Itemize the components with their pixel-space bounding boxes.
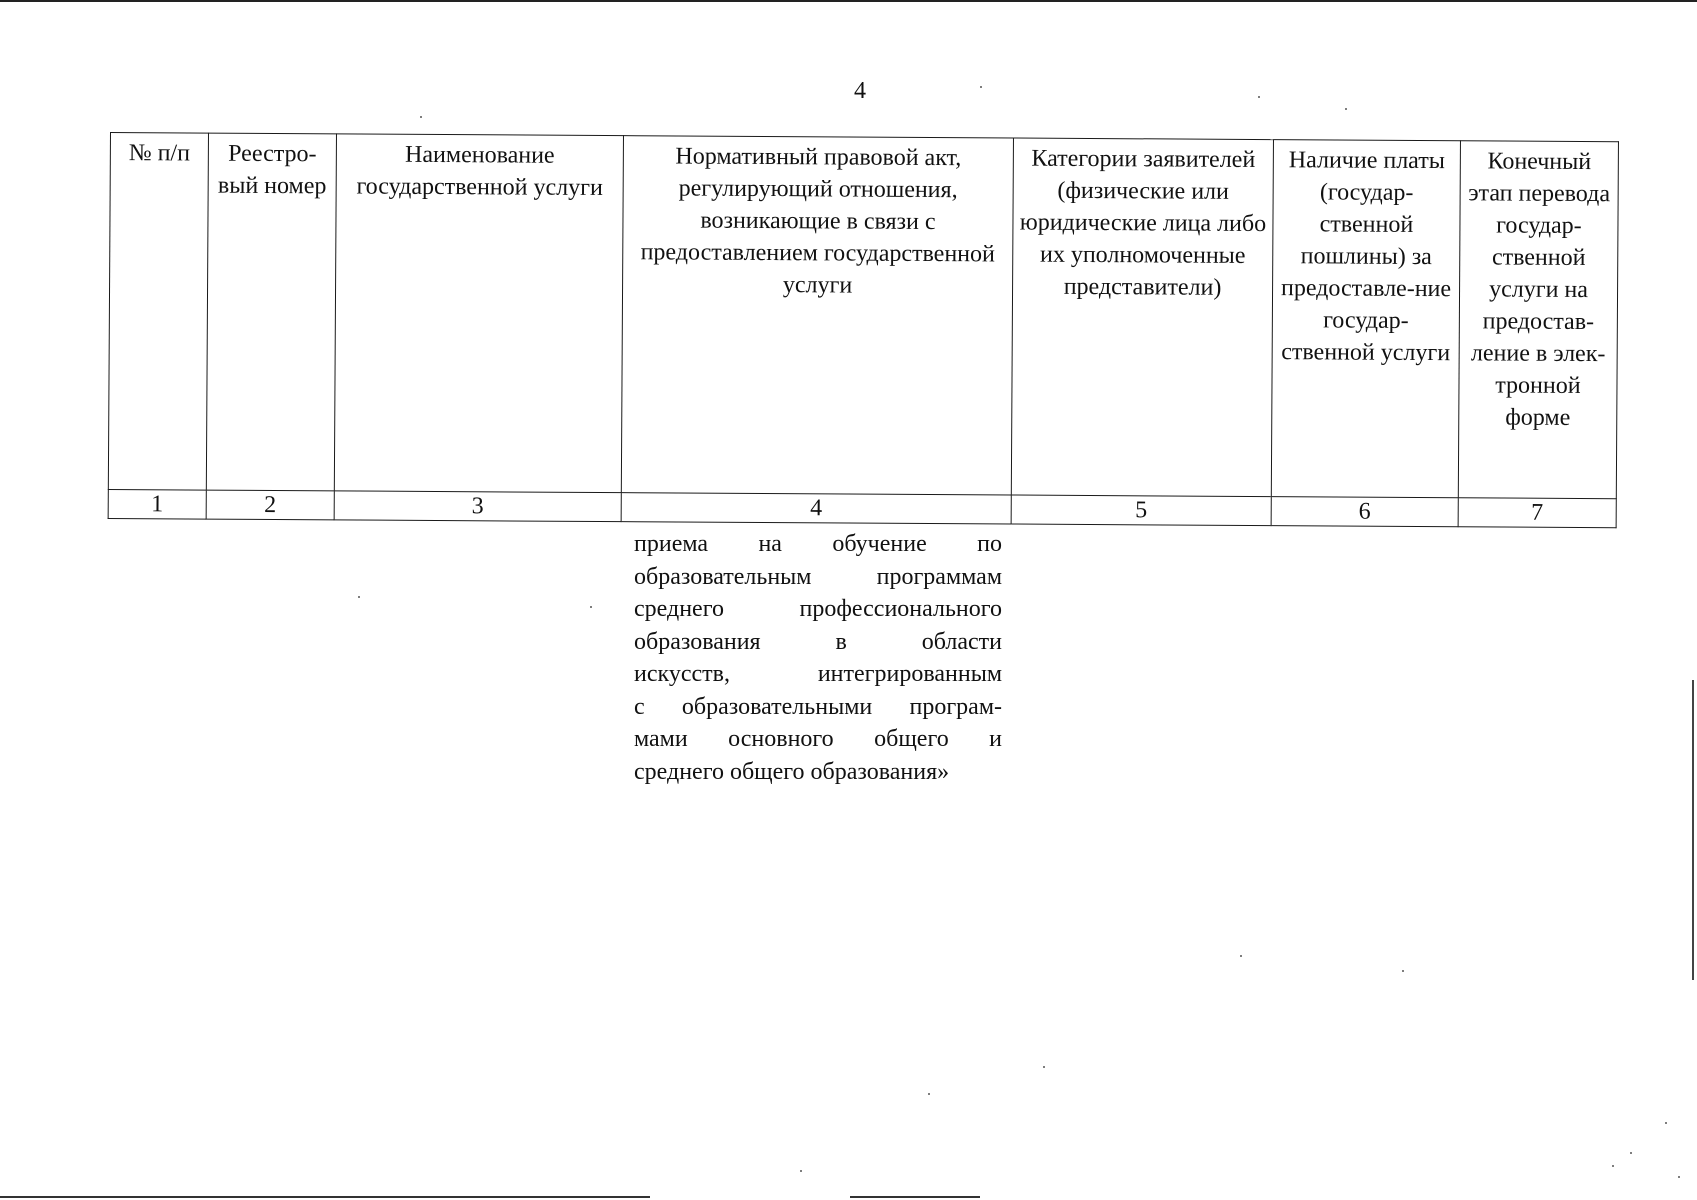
scan-speck — [1345, 108, 1347, 110]
scan-speck — [1240, 955, 1242, 957]
scan-speck — [1665, 1122, 1667, 1124]
scan-speck — [1678, 1176, 1680, 1178]
scan-speck — [1043, 1066, 1045, 1068]
text-line: мами основного общего и — [634, 726, 1002, 752]
scan-speck — [1630, 1152, 1632, 1154]
bottom-rule-left — [0, 1196, 650, 1198]
column-number: 4 — [621, 493, 1011, 524]
header-registry-number: Реестро-вый номер — [206, 133, 336, 491]
text-line: с образовательными програм- — [634, 693, 1002, 720]
column-number: 2 — [206, 490, 334, 520]
scan-speck — [1258, 96, 1260, 98]
bottom-rule-right — [850, 1196, 980, 1198]
header-service-name: Наименование государственной услуги — [334, 134, 623, 493]
scan-speck — [980, 86, 982, 88]
header-fee: Наличие платы (государ-ственной пошлины) за предоставле-ние государ-ственной услуги — [1271, 140, 1460, 498]
scan-edge-line — [1692, 680, 1694, 980]
text-line: искусств, интегрированным — [634, 661, 1002, 687]
text-line: среднего общего образования» — [634, 758, 950, 785]
scan-speck — [1612, 1165, 1614, 1167]
services-table — [108, 132, 1619, 528]
scan-speck — [800, 1170, 802, 1172]
top-border-line — [0, 0, 1697, 2]
column-number: 3 — [334, 491, 621, 522]
scan-speck — [928, 1093, 930, 1095]
header-number: № п/п — [108, 133, 208, 491]
column-number: 1 — [108, 489, 206, 519]
scan-speck — [1402, 970, 1404, 972]
column-number: 6 — [1271, 497, 1458, 527]
header-legal-act: Нормативный правовой акт, регулирующий отношения, возникающие в связи с предоставлением государственной услуги — [621, 136, 1013, 495]
text-line: приема на обучение по — [634, 531, 1002, 557]
page-number: 4 — [854, 78, 866, 104]
text-line: среднего профессионального — [634, 596, 1002, 622]
header-final-stage: Конечный этап перевода государ-ственной услуги на предостав-ление в элек-тронной форме — [1458, 141, 1618, 499]
header-applicant-categories: Категории заявителей (физические или юридические лица либо их уполномоченные представители) — [1011, 138, 1273, 497]
text-line: образования в области — [634, 628, 1002, 655]
scan-speck — [590, 606, 592, 608]
column-number: 7 — [1458, 498, 1616, 528]
table-header-row — [108, 133, 1618, 499]
column-number: 5 — [1011, 495, 1271, 526]
scan-speck — [420, 116, 422, 118]
continued-cell-text — [634, 528, 1002, 788]
text-line: образовательным программам — [634, 563, 1002, 590]
scan-speck — [358, 596, 360, 598]
